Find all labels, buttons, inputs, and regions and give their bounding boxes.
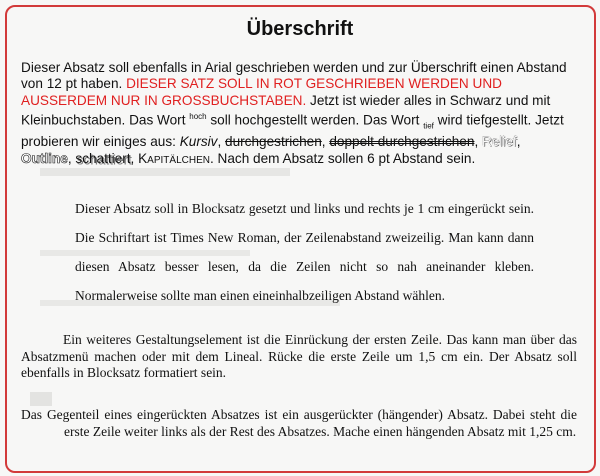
- text-run: ,: [321, 134, 330, 150]
- text-run: ,: [516, 134, 521, 150]
- text-run: ,: [130, 150, 139, 166]
- text-run: ,: [217, 134, 226, 150]
- superscript-word: hoch: [189, 111, 207, 121]
- text-run: Dieser Absatz soll ebenfalls in Arial geschrieben werden und zur Überschrift einen Abstand von 12 pt haben.: [21, 60, 567, 92]
- paragraph-arial: [21, 60, 571, 167]
- text-run: ,: [474, 134, 482, 150]
- strikethrough-word: durchgestrichen: [225, 134, 322, 150]
- text-run: soll hochgestellt werden. Das Wort: [206, 112, 424, 128]
- text-run: ,: [67, 150, 76, 166]
- outline-word: Outline: [21, 150, 68, 166]
- small-caps-word: Kapitälchen: [138, 150, 210, 166]
- double-strikethrough-word: doppelt durchgestrichen: [329, 134, 475, 150]
- text-run: . Nach dem Absatz sollen 6 pt Abstand sein.: [209, 150, 476, 166]
- paragraph-hanging-indent: Das Gegenteil eines eingerückten Absatzes ist ein ausgerückter (hängender) Absatz. Dabei steht die erste Zeile weiter links als der Rest des Absatzes. Mache einen hängenden Absatz mit 1,25 cm.: [21, 407, 577, 439]
- paragraph-blocksatz-indented: Dieser Absatz soll in Blocksatz gesetzt und links und rechts je 1 cm eingerückt sein. Die Schriftart ist Times New Roman, der Zeilenabstand zweizeilig. Man kann dann diesen Absatz besser lesen, da die Zeilen nicht so nah aneinander kleben. Normalerweise sollte man einen eineinhalbzeiligen Abstand wählen.: [75, 201, 534, 303]
- text-run: wird tiefgestellt. Jetzt probieren wir einiges aus:: [21, 112, 564, 150]
- text-run: Jetzt ist wieder alles in Schwarz und mit Kleinbuchstaben. Das Wort: [21, 92, 551, 128]
- page-title: Überschrift: [246, 18, 354, 40]
- italic-word: Kursiv: [179, 134, 218, 150]
- paragraph-first-line-indent: Ein weiteres Gestaltungselement ist die Einrückung der ersten Zeile. Das kann man über das Absatzmenü machen oder mit dem Lineal. Rücke die erste Zeile um 1,5 cm ein. Der Absatz soll ebenfalls in Blocksatz formatiert sein.: [21, 332, 577, 381]
- shadow-word: schattiert: [75, 150, 131, 166]
- subscript-word: tief: [423, 121, 434, 131]
- relief-word: Relief: [482, 134, 517, 150]
- red-uppercase-sentence: DIESER SATZ SOLL IN ROT GESCHRIEBEN WERDEN UND AUSSERDEM NUR IN GROSSBUCHSTABEN.: [21, 76, 502, 108]
